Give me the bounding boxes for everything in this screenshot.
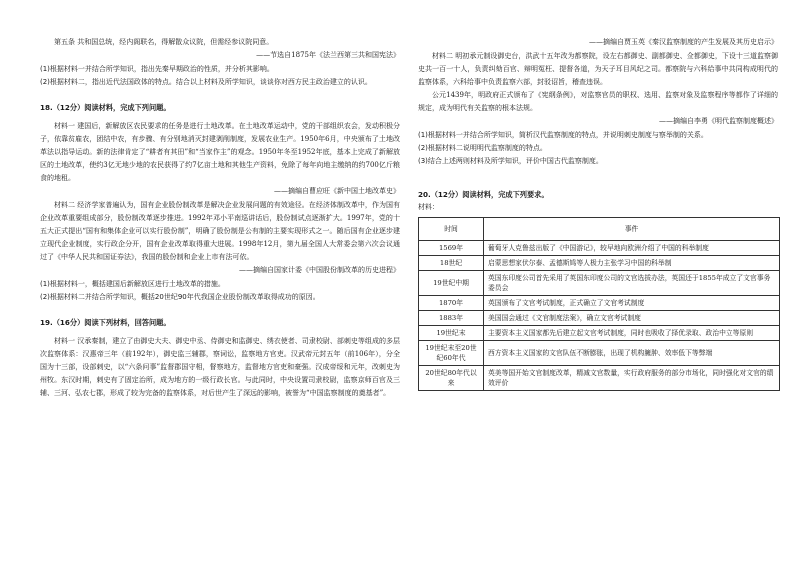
events-table bbox=[418, 217, 780, 391]
table-header-event: 事件 bbox=[484, 218, 780, 241]
table-cell-event: 葡萄牙人克鲁兹出版了《中国游记》，较早地向欧洲介绍了中国的科举制度 bbox=[484, 241, 780, 256]
q18-material-1-source: ——摘编自曹应旺《新中国土地改革史》 bbox=[274, 187, 400, 195]
right-column bbox=[418, 36, 778, 391]
table-cell-event: 英美等国开始文官制度改革，精减文官数量，实行政府服务的部分市场化，同时强化对文官的绩效评价 bbox=[484, 366, 780, 391]
table-row bbox=[419, 341, 780, 366]
table-row bbox=[419, 256, 780, 271]
table-row bbox=[419, 366, 780, 391]
table-cell-time: 19世纪中期 bbox=[419, 271, 484, 296]
table-row bbox=[419, 241, 780, 256]
q19-question-1: (1)根据材料一并结合所学知识，简析汉代监察制度的特点，并说明刺史制度与察举制的关系。 bbox=[418, 131, 708, 139]
q19-material-2-p1: 材料二 明初承元制设御史台，洪武十五年改为都察院，设左右都御史、副都御史、佥都御史，下设十三道监察御史共一百一十人，负责纠劾百官、辩明冤枉、提督各道，为天子耳目风纪之司。都察院与六科给事中共同构成明代的监察体系，六科给事中负责监察六部，封驳诏旨，稽查违误。 bbox=[418, 52, 778, 86]
q19-material-2-source: ——摘编自李勇《明代监察制度概述》 bbox=[659, 117, 778, 125]
q20-material-label: 材料： bbox=[418, 203, 439, 211]
question-20-heading: 20.（12分）阅读材料，完成下列要求。 bbox=[418, 190, 549, 199]
q19-material-1: 材料一 汉承秦制，建立了由御史大夫、御史中丞、侍御史和监御史、绣衣使者、司隶校尉、部刺史等组成的多层次监察体系：汉惠帝三年（前192年），御史监三辅郡，察词讼，监察地方官吏。汉武帝元封五年（前106年），分全国为十三部，设部刺史，以“六条问事”监督郡国守相，督察地方，监督地方官吏和豪强。汉成帝绥和元年，改刺史为州牧。东汉时期，刺史有了固定治所，成为地方的一级行政长官。与此同时，中央设置司隶校尉，监察京师百官及三辅、三河、弘农七郡，形成了较为完备的监察体系，对后世产生了深远的影响，被誉为“中国监察制度的奠基者”。 bbox=[40, 337, 400, 397]
q19-question-3: (3)结合上述两则材料及所学知识，评价中国古代监察制度。 bbox=[418, 157, 603, 165]
q19-question-2: (2)根据材料二说明明代监察制度的特点。 bbox=[418, 144, 547, 152]
table-row bbox=[419, 311, 780, 326]
table-cell-time: 18世纪 bbox=[419, 256, 484, 271]
left-column bbox=[40, 36, 400, 400]
q18-material-1: 材料一 建国后，新解放区农民要求的任务是进行土地改革。在土地改革运动中，党的干部组织农会，发动积极分子，依靠贫雇农，团结中农，有步骤、有分别地消灭封建剥削制度，发展农业生产。1950年6月，中央颁布了土地改革法以指导运动。新的法律肯定了“耕者有其田”和“当家作主”的观念。1950年冬至1952年底，基本上完成了新解放区的土地改革，使约3亿无地少地的农民获得了约7亿亩土地和其他生产资料，免除了每年向地主缴纳的约700亿斤粮食的地租。 bbox=[40, 122, 400, 182]
table-row bbox=[419, 326, 780, 341]
table-cell-event: 主要资本主义国家都先后建立起文官考试制度，同时也吸收了择优录取、政治中立等原则 bbox=[484, 326, 780, 341]
table-cell-time: 1883年 bbox=[419, 311, 484, 326]
article-text: 第五条 共和国总统，经内阁联名，得解散众议院，但需经参议院同意。 bbox=[54, 38, 274, 46]
table-cell-event: 英国颁布了文官考试制度，正式确立了文官考试制度 bbox=[484, 296, 780, 311]
table-cell-time: 20世纪80年代以来 bbox=[419, 366, 484, 391]
table-cell-event: 英国东印度公司首先采用了英国东印度公司的文官选拔办法，英国还于1855年成立了文官事务委员会 bbox=[484, 271, 780, 296]
source-citation: ——节选自1875年《法兰西第三共和国宪法》 bbox=[256, 51, 400, 59]
table-header-row bbox=[419, 218, 780, 241]
table-cell-time: 1569年 bbox=[419, 241, 484, 256]
table-cell-time: 1870年 bbox=[419, 296, 484, 311]
q18-material-2: 材料二 经济学家普遍认为，国有企业股份制改革是解决企业发展问题的有效途径。在经济体制改革中，作为国有企业改革重要组成部分，股份制改革逐步推进。1992年邓小平南巡讲话后，股份制试点逐渐扩大。1997年，党的十五大正式提出“国有和集体企业可以实行股份制”，明确了股份制是公有制的主要实现形式之一。随后国有企业逐步建立现代企业制度，实行政企分开，国有企业改革取得重大进展。1998年12月，第九届全国人大常委会第六次会议通过了《中华人民共和国证券法》，我国的股份制和企业上市有法可依。 bbox=[40, 201, 400, 261]
q19-material-1-source: ——摘编自贾玉英《秦汉监察制度的产生发展及其历史启示》 bbox=[589, 38, 778, 46]
table-row bbox=[419, 271, 780, 296]
question-1: (1)根据材料一并结合所学知识，指出先秦早期政治的性质，并分析其影响。 bbox=[40, 65, 274, 73]
table-cell-event: 启蒙思想家伏尔泰、孟德斯鸠等人极力主张学习中国的科举制 bbox=[484, 256, 780, 271]
q18-question-2: (2)根据材料二并结合所学知识，概括20世纪90年代我国企业股份制改革取得成功的原因。 bbox=[40, 293, 320, 301]
table-header-time: 时间 bbox=[419, 218, 484, 241]
q19-material-2-p3: 公元1439年，明政府正式颁布了《宪纲条例》，对监察官员的职权、选用、监察对象及监察程序等都作了详细的规定，成为明代有关监察的根本法规。 bbox=[418, 91, 778, 112]
table-row bbox=[419, 296, 780, 311]
table-cell-event: 美国国会通过《文官制度法案》，确立文官考试制度 bbox=[484, 311, 780, 326]
table-cell-event: 西方资本主义国家的文官队伍不断膨胀，出现了机构臃肿、效率低下等弊端 bbox=[484, 341, 780, 366]
q18-material-2-source: ——摘编自国家计委《中国股份制改革的历史进程》 bbox=[239, 266, 400, 274]
question-2: (2)根据材料二，指出近代法国政体的特点。结合以上材料及所学知识，谈谈你对西方民主政治建立的认识。 bbox=[40, 78, 372, 86]
question-18-heading: 18.（12分）阅读材料，完成下列问题。 bbox=[40, 103, 171, 112]
table-cell-time: 19世纪末 bbox=[419, 326, 484, 341]
q18-question-1: (1)根据材料一，概括建国后新解放区进行土地改革的措施。 bbox=[40, 280, 225, 288]
question-19-heading: 19.（16分）阅读下列材料，回答问题。 bbox=[40, 318, 171, 327]
table-cell-time: 19世纪末至20世纪60年代 bbox=[419, 341, 484, 366]
